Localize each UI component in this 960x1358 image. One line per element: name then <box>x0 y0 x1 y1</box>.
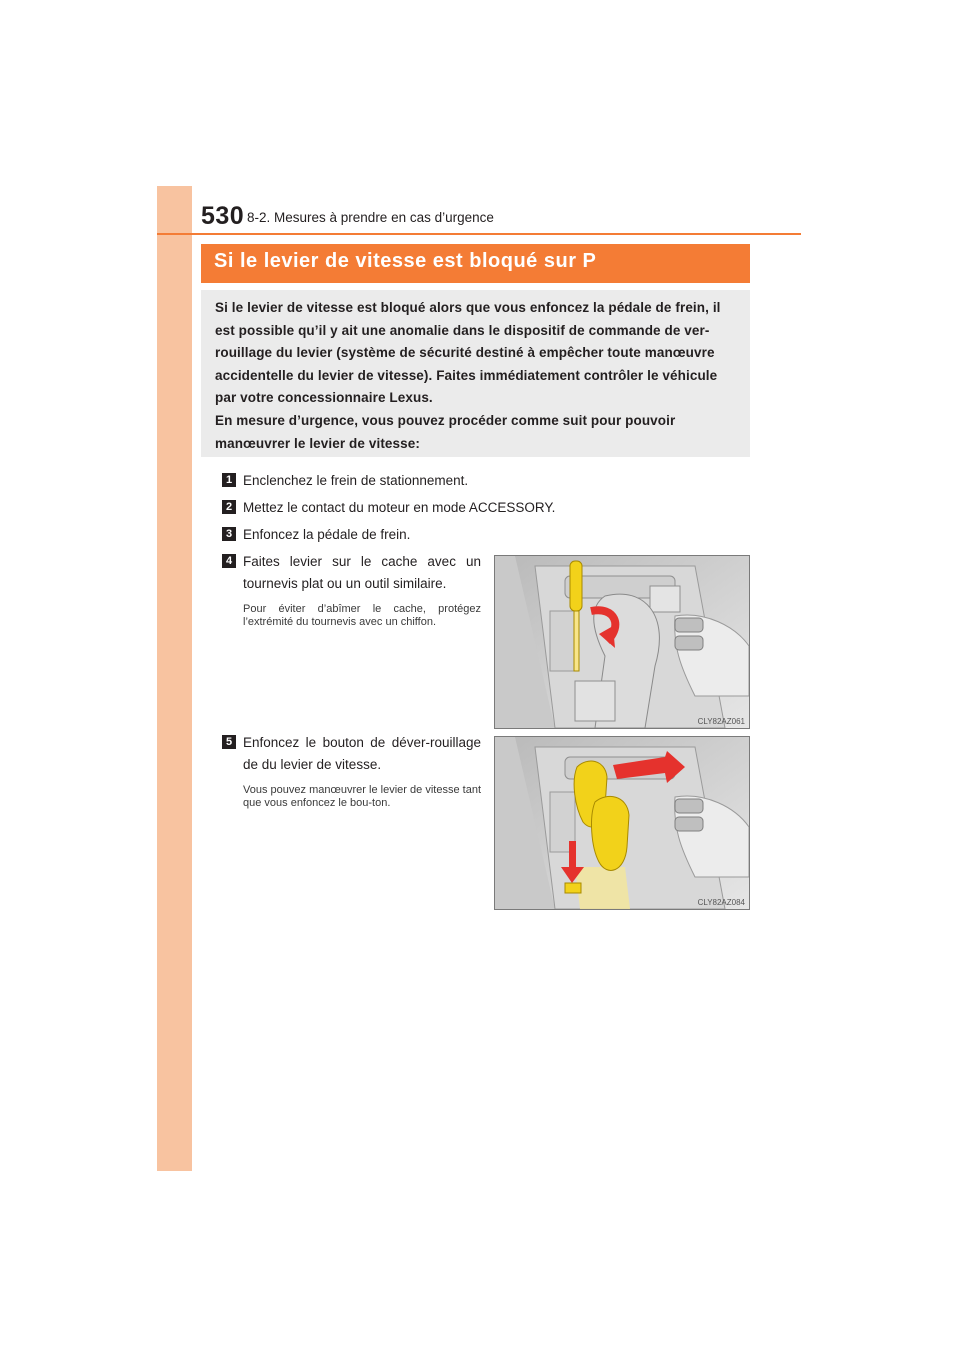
step-number-2: 2 <box>222 500 236 514</box>
step-number-5: 5 <box>222 735 236 749</box>
console-illustration-2 <box>495 737 749 909</box>
step-1-text: Enclenchez le frein de stationnement. <box>243 473 469 488</box>
step-number-4: 4 <box>222 554 236 568</box>
step-4-note: Pour éviter d’abîmer le cache, protégez l’extrémité du tournevis avec un chiffon. <box>243 603 481 628</box>
console-illustration-1 <box>495 556 749 728</box>
intro-line: En mesure d’urgence, vous pouvez procéder comme suit pour pouvoir <box>215 412 676 428</box>
step-number-1: 1 <box>222 473 236 487</box>
chapter-side-band <box>157 186 192 1171</box>
figure-code: CLY82AZ061 <box>697 717 745 726</box>
step-2-text: Mettez le contact du moteur en mode ACCESSORY. <box>243 500 556 515</box>
intro-line: accidentelle du levier de vitesse). Faites immédiatement contrôler le véhicule <box>215 367 718 383</box>
intro-box <box>201 290 750 457</box>
chapter-title: 8-2. Mesures à prendre en cas d’urgence <box>247 210 494 225</box>
step-number-3: 3 <box>222 527 236 541</box>
intro-line: est possible qu’il y ait une anomalie dans le dispositif de commande de ver- <box>215 322 710 338</box>
step-5-text: Enfoncez le bouton de déver-rouillage de du levier de vitesse. <box>243 735 481 772</box>
intro-line: Si le levier de vitesse est bloqué alors que vous enfoncez la pédale de frein, il <box>215 300 721 315</box>
figure-screwdriver-pry-cover <box>494 555 750 729</box>
figure-code: CLY82AZ084 <box>697 898 745 907</box>
step-4-text: Faites levier sur le cache avec un tournevis plat ou un outil similaire. <box>243 554 481 591</box>
section-title: Si le levier de vitesse est bloqué sur P <box>214 250 597 272</box>
step-3-text: Enfoncez la pédale de frein. <box>243 527 411 542</box>
header-rule <box>157 233 801 235</box>
intro-paragraph <box>215 297 739 455</box>
section-heading-bar <box>201 244 750 283</box>
page-number: 530 <box>201 202 245 230</box>
figure-shift-lock-release <box>494 736 750 910</box>
step-5-note: Vous pouvez manœuvrer le levier de vitesse tant que vous enfoncez le bou-ton. <box>243 784 481 809</box>
intro-line: manœuvrer le levier de vitesse: <box>215 435 420 451</box>
intro-line: rouillage du levier (système de sécurité destiné à empêcher toute manœuvre <box>215 345 715 361</box>
intro-line: par votre concessionnaire Lexus. <box>215 390 433 406</box>
